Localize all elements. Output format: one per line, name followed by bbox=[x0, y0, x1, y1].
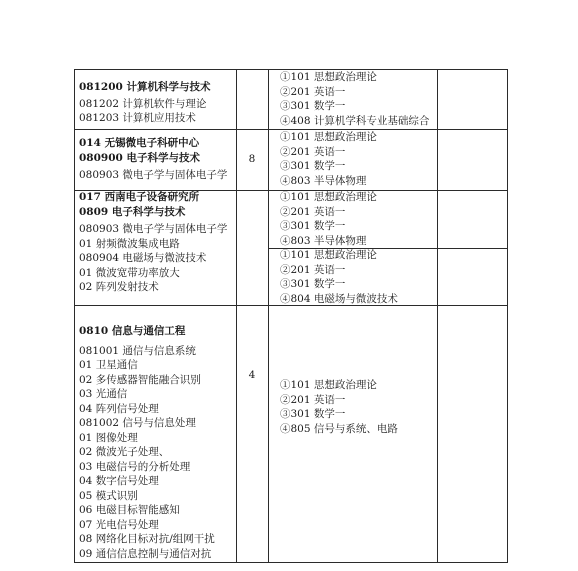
major-line: 0809 电子科学与技术 bbox=[79, 205, 186, 218]
exam-line: ①101 思想政治理论 bbox=[280, 191, 377, 203]
enrollment-count: 4 bbox=[248, 369, 256, 381]
major-line: 081200 计算机科学与技术 bbox=[79, 81, 211, 93]
table-border-right bbox=[507, 69, 508, 563]
exam-line: ①101 思想政治理论 bbox=[280, 249, 377, 261]
major-line: 081203 计算机应用技术 bbox=[79, 112, 196, 124]
table-border-bottom bbox=[74, 562, 507, 563]
major-line: 02 多传感器智能融合识别 bbox=[79, 373, 201, 386]
exam-line: ②201 英语一 bbox=[280, 263, 346, 276]
major-line: 08 网络化目标对抗/组网干扰 bbox=[79, 533, 215, 545]
exam-line: ④803 半导体物理 bbox=[280, 234, 367, 247]
exam-cell bbox=[280, 248, 398, 306]
major-line: 02 阵列发射技术 bbox=[79, 281, 159, 293]
major-line: 03 光通信 bbox=[79, 388, 128, 400]
major-line: 01 微波宽带功率放大 bbox=[79, 266, 180, 279]
exam-line: ②201 英语一 bbox=[280, 85, 346, 98]
major-line: 09 通信信息控制与通信对抗 bbox=[79, 547, 212, 560]
exam-line: ③301 数学一 bbox=[280, 100, 346, 112]
major-line: 080903 微电子学与固体电子学 bbox=[79, 169, 228, 181]
exam-line: ③301 数学一 bbox=[280, 278, 346, 290]
exam-line: ④408 计算机学科专业基础综合 bbox=[280, 114, 430, 127]
major-line: 07 光电信号处理 bbox=[79, 518, 159, 531]
major-line: 081202 计算机软件与理论 bbox=[79, 97, 207, 110]
major-line: 014 无锡微电子科研中心 bbox=[79, 137, 200, 149]
major-line: 017 西南电子设备研究所 bbox=[79, 191, 200, 203]
major-line: 01 射频微波集成电路 bbox=[79, 237, 180, 250]
column-divider bbox=[268, 69, 269, 563]
major-line: 04 数字信号处理 bbox=[79, 475, 159, 487]
column-divider bbox=[236, 69, 237, 563]
major-line: 01 卫星通信 bbox=[79, 359, 138, 371]
exam-line: ②201 英语一 bbox=[280, 393, 346, 406]
major-line: 03 电磁信号的分析处理 bbox=[79, 460, 191, 473]
exam-cell bbox=[280, 378, 398, 436]
majors-cell bbox=[79, 80, 211, 126]
exam-line: ④804 电磁场与微波技术 bbox=[280, 292, 398, 305]
exam-line: ①101 思想政治理论 bbox=[280, 131, 377, 143]
exam-cell bbox=[280, 70, 429, 128]
exam-line: ③301 数学一 bbox=[280, 220, 346, 232]
enrollment-count: 8 bbox=[248, 153, 256, 165]
major-line: 080904 电磁场与微波技术 bbox=[79, 252, 207, 264]
exam-line: ①101 思想政治理论 bbox=[280, 379, 377, 391]
major-line: 04 阵列信号处理 bbox=[79, 402, 159, 415]
exam-line: ③301 数学一 bbox=[280, 160, 346, 172]
major-line: 02 微波光子处理、 bbox=[79, 446, 170, 458]
major-line: 05 模式识别 bbox=[79, 489, 138, 502]
exam-line: ④805 信号与系统、电路 bbox=[280, 422, 398, 435]
exam-line: ②201 英语一 bbox=[280, 205, 346, 218]
exam-line: ③301 数学一 bbox=[280, 408, 346, 420]
major-line: 080903 微电子学与固体电子学 bbox=[79, 223, 228, 235]
major-line: 081001 通信与信息系统 bbox=[79, 344, 196, 357]
major-line: 06 电磁目标智能感知 bbox=[79, 504, 180, 516]
major-line: 01 图像处理 bbox=[79, 431, 138, 444]
majors-cell bbox=[79, 190, 227, 295]
exam-line: ④803 半导体物理 bbox=[280, 174, 367, 187]
column-divider bbox=[437, 69, 438, 563]
exam-line: ②201 英语一 bbox=[280, 145, 346, 158]
exam-cell bbox=[280, 190, 377, 248]
exam-line: ①101 思想政治理论 bbox=[280, 71, 377, 83]
exam-cell bbox=[280, 130, 377, 188]
majors-cell bbox=[79, 136, 227, 183]
majors-cell bbox=[79, 324, 215, 561]
table-border-left bbox=[74, 69, 75, 563]
major-line: 080900 电子科学与技术 bbox=[79, 151, 200, 164]
major-line: 081002 信号与信息处理 bbox=[79, 417, 196, 429]
major-line: 0810 信息与通信工程 bbox=[79, 325, 186, 337]
